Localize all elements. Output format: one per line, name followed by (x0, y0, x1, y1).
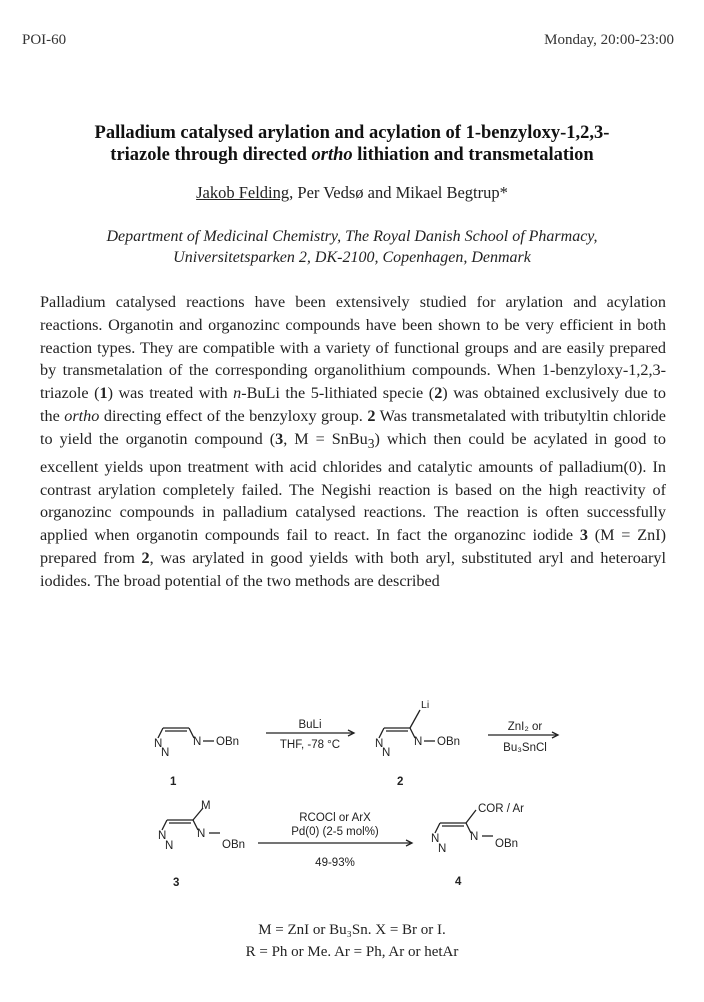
n-atom: N (158, 830, 167, 842)
triazole-ring-3 (162, 808, 220, 833)
n-atom: N (197, 828, 206, 840)
compound-2-label: 2 (397, 776, 404, 788)
cor-ar-label: COR / Ar (478, 803, 525, 815)
obn-label: OBn (437, 736, 461, 748)
paper-title (30, 122, 674, 166)
affiliation (30, 226, 674, 268)
condition-thf: THF, -78 °C (279, 739, 341, 751)
yield-range: 49-93% (315, 857, 355, 869)
abstract-body: Palladium catalysed reactions have been extensively studied for arylation and acylation reactions. Organotin and organozinc compounds have been shown to be very efficient in both reaction types. They are compatible with a variety of functional groups and are easily prepared by transmetalation of the corresponding organolithium compounds. When 1-benzyloxy-1,2,3-triazole (1) was treated with n-BuLi the 5-lithiated specie (2) was obtained exclusively due to the ortho directing effect of the benzyloxy group. 2 Was transmetalated with tributyltin chloride to yield the organotin compound (3, M = SnBu$_3$) which then could be acylated in good to excellent yields upon treatment with acid chlorides and catalytic amounts of palladium(0). In contrast arylation completely failed. The Negishi reaction is based on the high reactivity of organozinc compounds in palladium catalysed reactions. The reaction is often successfully applied when organotin compounds fail to react. In fact the organozinc iodide 3 (M = ZnI) prepared from 2, was arylated in good yields with both aryl, substituted aryl and heteroaryl iodides. The broad potential of the two methods are described (40, 293, 666, 590)
compound-ref: 2 (434, 384, 443, 403)
affiliation-line-1: Department of Medicinal Chemistry, The Royal Danish School of Pharmacy, (106, 228, 598, 245)
compound-1-label: 1 (170, 776, 177, 788)
co-authors: , Per Vedsø and Mikael Begtrup* (289, 183, 508, 202)
n-atom: N (438, 843, 447, 855)
obn-label: OBn (222, 839, 246, 851)
n-atom: N (154, 738, 163, 750)
footnote-line-2: R = Ph or Me. Ar = Ph, Ar or hetAr (245, 944, 459, 960)
compound-ref: 3 (579, 526, 588, 545)
catalyst-pd: Pd(0) (2-5 mol%) (291, 826, 379, 838)
n-atom: N (165, 840, 174, 852)
affiliation-line-2: Universitetsparken 2, DK-2100, Copenhagen, Denmark (173, 249, 531, 266)
compound-ref: 2 (141, 549, 150, 567)
n-atom: N (414, 736, 423, 748)
session-time: Monday, 20:00-23:00 (544, 32, 674, 48)
compound-ref: 3 (275, 429, 284, 448)
compound-3-label: 3 (173, 877, 180, 889)
n-atom: N (375, 738, 384, 750)
n-atom: N (431, 833, 440, 845)
poster-id: POI-60 (22, 32, 67, 48)
reaction-scheme (140, 690, 570, 905)
m-label: M (201, 800, 211, 812)
n-atom: N (382, 747, 391, 759)
reagent-zni2: ZnI₂ or (507, 721, 543, 733)
title-line-2-pre: triazole through directed (110, 145, 312, 165)
n-atom: N (161, 747, 170, 759)
reagent-bu3sncl: Bu₃SnCl (503, 742, 547, 754)
compound-ref: 1 (99, 384, 108, 403)
n-atom: N (470, 831, 479, 843)
title-line-1: Palladium catalysed arylation and acylation of 1-benzyloxy-1,2,3- (94, 123, 610, 143)
footnote-line-1: M = ZnI or Bu₃Sn. X = Br or I. (258, 922, 446, 938)
title-line-2-post: lithiation and transmetalation (352, 145, 594, 165)
obn-label: OBn (495, 838, 519, 850)
n-atom: N (193, 736, 202, 748)
title-ortho: ortho (311, 145, 353, 165)
compound-ref: 2 (367, 406, 376, 425)
li-label: Li (421, 699, 430, 711)
triazole-ring-1 (158, 728, 214, 741)
author-list (0, 183, 704, 203)
reagent-rcocl: RCOCl or ArX (299, 812, 371, 824)
reagent-buli: BuLi (298, 719, 322, 731)
obn-label: OBn (216, 736, 240, 748)
triazole-ring-2 (379, 710, 435, 741)
compound-4-label: 4 (455, 876, 462, 888)
presenting-author: Jakob Felding (196, 183, 290, 202)
